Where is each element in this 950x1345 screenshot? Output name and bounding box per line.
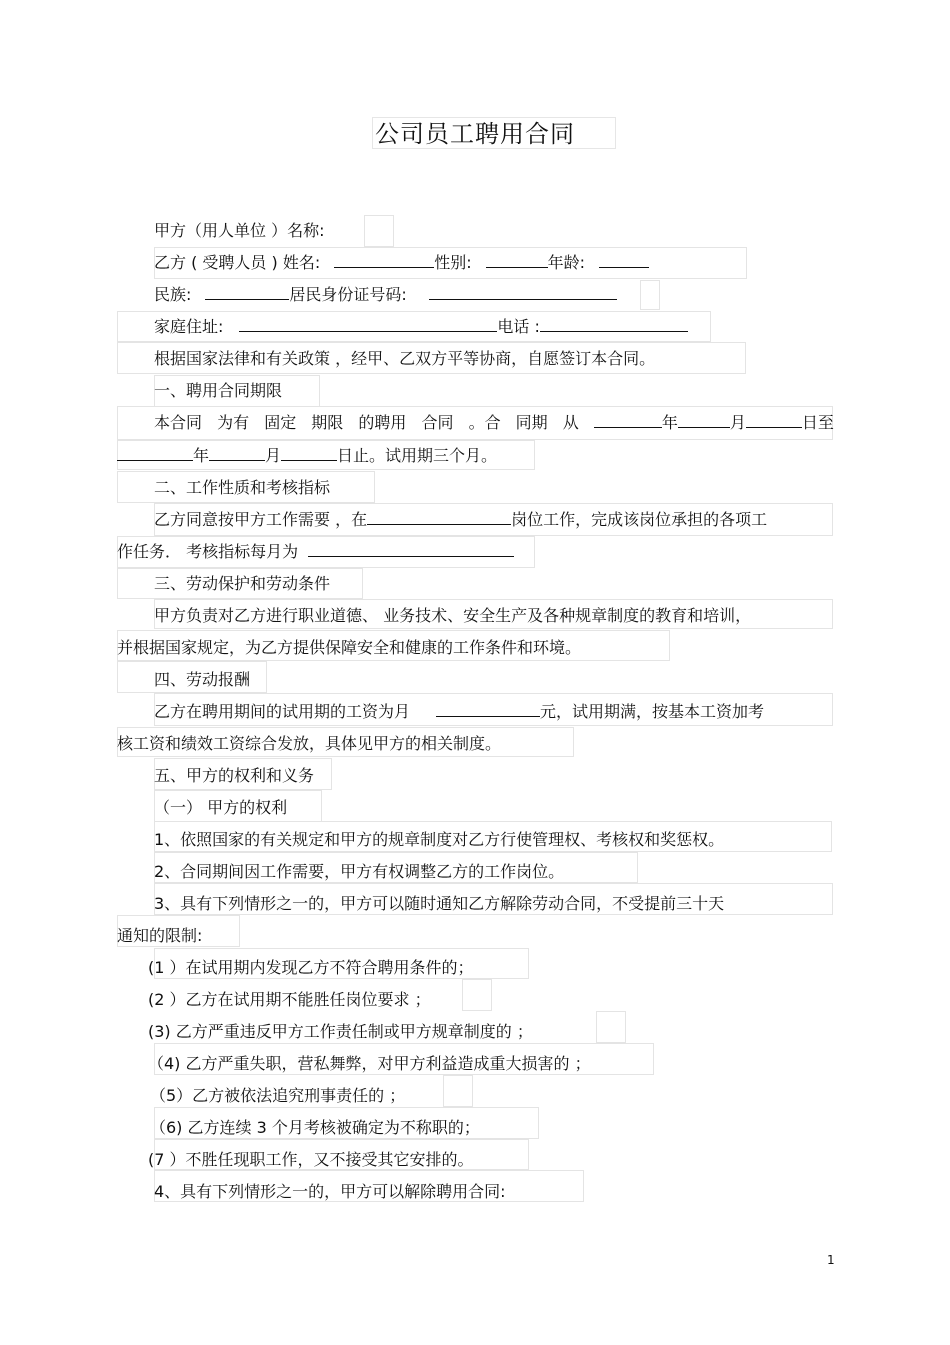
kpi-blank[interactable] (308, 542, 514, 557)
position-blank[interactable] (367, 510, 511, 525)
section-heading-protection: 三、劳动保护和劳动条件 (154, 574, 331, 593)
work-line-2: 作任务． 考核指标每月为 (117, 542, 514, 562)
rights-item-3-cont: 通知的限制: (117, 926, 203, 945)
text-frame (364, 215, 394, 247)
name-blank[interactable] (334, 253, 434, 268)
preamble-line: 根据国家法律和有关政策 ，经甲、乙双方平等协商，自愿签订本合同。 (154, 349, 656, 368)
end-month-blank[interactable] (209, 446, 265, 461)
protection-line-2: 并根据国家规定，为乙方提供保障安全和健康的工作条件和环境。 (117, 638, 582, 657)
text-frame (640, 280, 660, 310)
condition-1: (1 ）在试用期内发现乙方不符合聘用条件的； (148, 958, 474, 977)
ethnicity-blank[interactable] (205, 285, 289, 300)
section-heading-work: 二、工作性质和考核指标 (154, 478, 331, 497)
pay-line-1: 乙方在聘用期间的试用期的工资为月 元，试用期满，按基本工资加考 (154, 702, 765, 721)
section-heading-rights: 五、甲方的权利和义务 (154, 766, 315, 785)
end-year-blank[interactable] (117, 446, 193, 461)
pay-line-2: 核工资和绩效工资综合发放，具体见甲方的相关制度。 (117, 734, 502, 753)
page-title: 公司员工聘用合同 (372, 117, 616, 149)
condition-6: （6) 乙方连续 3 个月考核被确定为不称职的； (150, 1118, 480, 1137)
condition-7: (7 ）不胜任现职工作，又不接受其它安排的。 (148, 1150, 474, 1169)
rights-item-1: 1、依照国家的有关规定和甲方的规章制度对乙方行使管理权、考核权和奖惩权。 (154, 830, 725, 849)
text-frame (596, 1011, 626, 1043)
party-b-info-line: 乙方 ( 受聘人员 ) 姓名: 性别: 年龄: (154, 253, 649, 273)
rights-item-3: 3、具有下列情形之一的，甲方可以随时通知乙方解除劳动合同，不受提前三十天 (154, 894, 725, 913)
protection-line-1: 甲方负责对乙方进行职业道德、 业务技术、安全生产及各种规章制度的教育和培训， (154, 606, 752, 625)
term-line-2: 年 月 日止。试用期三个月。 (117, 446, 497, 466)
condition-5: （5）乙方被依法追究刑事责任的 ； (150, 1086, 406, 1105)
condition-3: (3) 乙方严重违反甲方工作责任制或甲方规章制度的 ； (148, 1022, 533, 1041)
end-day-blank[interactable] (281, 446, 337, 461)
address-blank[interactable] (239, 317, 497, 332)
page-number: 1 (827, 1253, 835, 1267)
age-blank[interactable] (599, 253, 649, 268)
section-heading-pay: 四、劳动报酬 (154, 670, 251, 689)
subsection-heading: （一） 甲方的权利 (154, 798, 288, 817)
address-phone-line: 家庭住址: 电话 : (154, 317, 688, 337)
section-heading-term: 一、聘用合同期限 (154, 381, 283, 400)
id-number-blank[interactable] (429, 285, 617, 300)
condition-4: （4) 乙方严重失职，营私舞弊，对甲方利益造成重大损害的 ； (148, 1054, 591, 1073)
start-day-blank[interactable] (746, 413, 802, 428)
work-line-1: 乙方同意按甲方工作需要 ，在 岗位工作，完成该岗位承担的各项工 (154, 510, 768, 529)
text-frame (462, 979, 492, 1011)
rights-item-2: 2、合同期间因工作需要，甲方有权调整乙方的工作岗位。 (154, 862, 565, 881)
term-line-1: 本合同 为有 固定 期限 的聘用 合同 。合 同期 从 年 月 日至 (154, 413, 834, 432)
rights-item-4: 4、具有下列情形之一的，甲方可以解除聘用合同: (154, 1182, 506, 1201)
start-year-blank[interactable] (594, 413, 662, 428)
gender-blank[interactable] (486, 253, 548, 268)
salary-blank[interactable] (436, 702, 540, 717)
condition-2: (2 ）乙方在试用期不能胜任岗位要求 ； (148, 990, 431, 1009)
text-frame (443, 1075, 473, 1107)
start-month-blank[interactable] (678, 413, 730, 428)
ethnicity-id-line: 民族: 居民身份证号码: (154, 285, 617, 305)
phone-blank[interactable] (540, 317, 688, 332)
party-a-name-line: 甲方（用人单位 ）名称: (154, 221, 325, 240)
